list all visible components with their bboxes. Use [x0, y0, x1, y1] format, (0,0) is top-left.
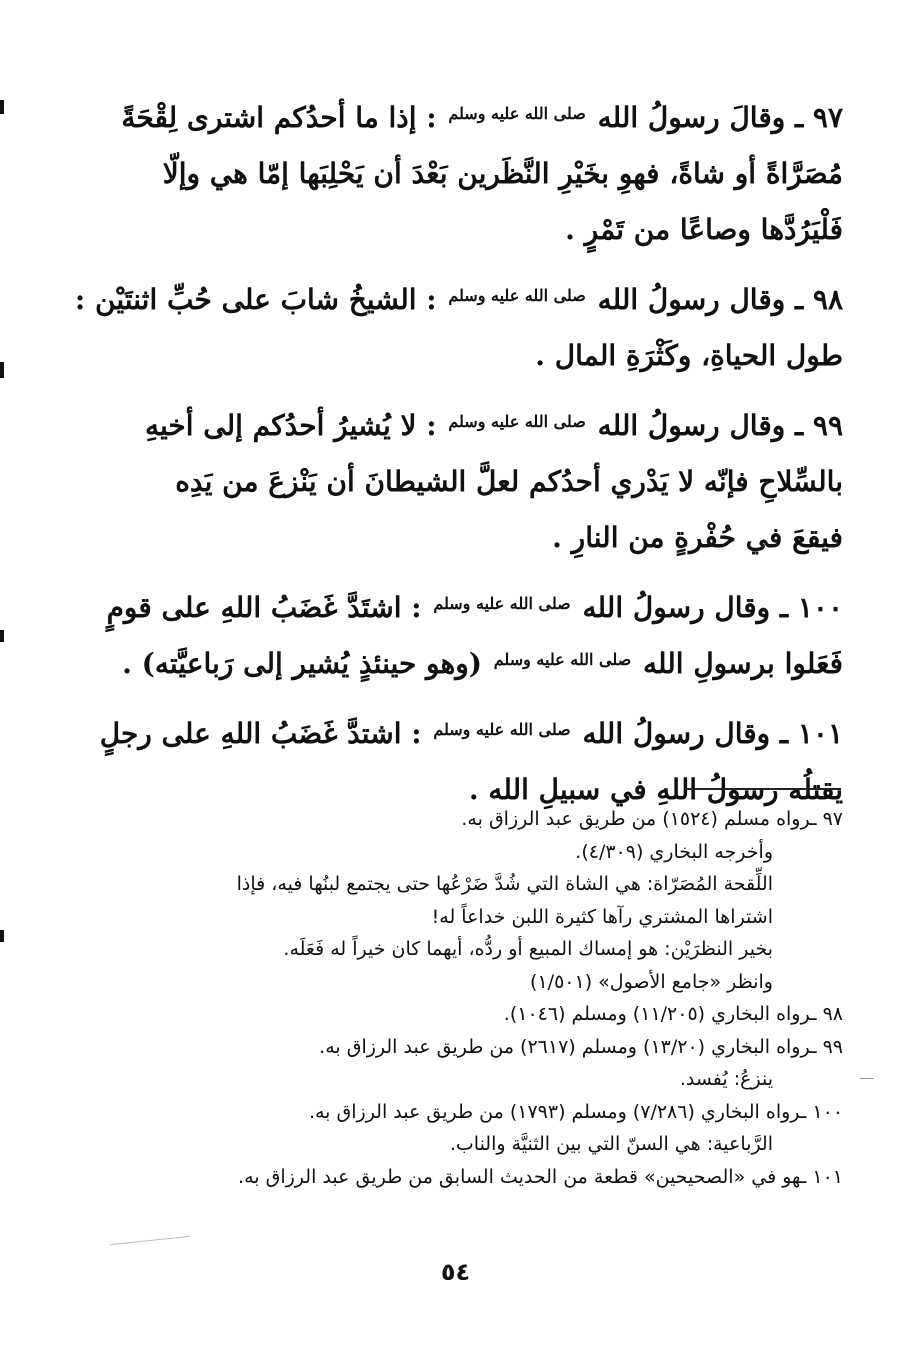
- binding-mark-1: [0, 100, 4, 114]
- hadith-text: : لا يُشيرُ أحدُكم إلى أخيهِ: [144, 409, 437, 442]
- footnote-line: ١٠٠ ـرواه البخاري (٧/٢٨٦) ومسلم (١٧٩٣) من طريق عبد الرزاق به.: [308, 1100, 843, 1123]
- hadith-text: فَعَلوا برسولِ الله: [642, 647, 843, 680]
- hadith-text: طول الحياةِ، وكَثْرَةِ المال .: [535, 339, 843, 372]
- hadith-line: [121, 90, 843, 146]
- hadith-text: يقتلُه رسولُ اللهِ في سبيلِ الله .: [468, 773, 843, 806]
- hadith-text: ٩٨ ـ وقال رسولُ الله: [597, 283, 843, 316]
- hadith-text: (وهو حينئذٍ يُشير إلى رَباعيَّته) .: [122, 647, 483, 680]
- hadith-text: ١٠٠ ـ وقال رسولُ الله: [582, 591, 843, 624]
- hadith-text: : الشيخُ شابَ على حُبِّ اثنتَيْن :: [74, 283, 437, 316]
- footnote-line: اللِّقحة المُصَرّاة: هي الشاة التي شُدَّ ضَرْعُها حتى يجتمع لبنُها فيه، فإذا: [236, 873, 773, 895]
- hadith-2: [138, 398, 843, 566]
- hadith-line: [138, 454, 843, 510]
- hadith-text: فَلْيَرُدَّها وصاعًا من تَمْرٍ .: [565, 213, 843, 246]
- margin-dash: [860, 1078, 874, 1079]
- binding-mark-2: [0, 362, 4, 378]
- footnote-line: ٩٨ ـرواه البخاري (١١/٢٠٥) ومسلم (١٠٤٦).: [503, 1003, 843, 1025]
- binding-mark-4: [0, 930, 4, 942]
- hadith-line: [74, 272, 843, 328]
- honorific-symbol: صلى الله عليه وسلم: [448, 412, 586, 431]
- footnote-line: وانظر «جامع الأصول» (١/٥٠١): [530, 970, 773, 993]
- hadith-text: : اشتَدَّ غَضَبُ اللهِ على قومٍ: [106, 591, 422, 624]
- footnote-line: بخير النظرَيْن: هو إمساك المبيع أو ردُّه، أيهما كان خيراً له فَعَلَه.: [283, 938, 773, 960]
- hadith-line: [122, 636, 843, 692]
- hadith-text: بالسِّلاحِ فإنّه لا يَدْري أحدُكم لعلَّ الشيطانَ أن يَنْزعَ من يَدِه: [175, 465, 843, 498]
- page-number: ٥٤: [440, 1258, 471, 1286]
- hadith-line: [138, 328, 843, 384]
- footnote-line: ينزعُ: يُفسد.: [679, 1068, 773, 1090]
- hadith-text: : إذا ما أحدُكم اشترى لِقْحَةً: [121, 101, 437, 134]
- hadith-text: فيقعَ في حُفْرةٍ من النارِ .: [552, 521, 843, 554]
- hadith-line: [138, 146, 843, 202]
- footnote-line: وأخرجه البخاري (٤/٣٠٩).: [575, 840, 773, 863]
- hadith-1: [74, 272, 843, 384]
- honorific-symbol: صلى الله عليه وسلم: [448, 104, 586, 123]
- honorific-symbol: صلى الله عليه وسلم: [433, 594, 571, 613]
- hadith-line: [138, 202, 843, 258]
- honorific-symbol: صلى الله عليه وسلم: [493, 650, 632, 669]
- hadith-text: ١٠١ ـ وقال رسولُ الله: [582, 717, 843, 750]
- honorific-symbol: صلى الله عليه وسلم: [448, 286, 586, 305]
- footnote-line: ٩٧ ـرواه مسلم (١٥٢٤) من طريق عبد الرزاق به.: [461, 808, 843, 830]
- hadith-text: : اشتدَّ غَضَبُ اللهِ على رجلٍ: [99, 717, 422, 750]
- footnote-line: ١٠١ ـهو في «الصحيحين» قطعة من الحديث السابق من طريق عبد الرزاق به.: [238, 1165, 843, 1188]
- hadith-line: [106, 580, 843, 636]
- honorific-symbol: صلى الله عليه وسلم: [433, 720, 571, 739]
- hadith-list: [74, 90, 843, 832]
- hadith-line: [138, 398, 843, 454]
- footnote-line: الرَّباعية: هي السنّ التي بين الثنيَّة والناب.: [449, 1133, 773, 1155]
- hadith-line: [138, 510, 843, 566]
- hadith-text: مُصَرَّاةً أو شاةً، فهوِ بخَيْرِ النَّظَرين بَعْدَ أن يَحْلِبَها إمّا هي وإلّا: [162, 157, 843, 190]
- hadith-0: [121, 90, 843, 258]
- footnote-line: ٩٩ ـرواه البخاري (١٣/٢٠) ومسلم (٢٦١٧) من طريق عبد الرزاق به.: [319, 1035, 843, 1058]
- footnote-separator: [685, 788, 841, 790]
- hadith-4: [99, 706, 843, 818]
- hadith-line: [99, 706, 843, 762]
- hadith-text: ٩٧ ـ وقالَ رسولُ الله: [597, 101, 843, 134]
- hadith-3: [106, 580, 843, 692]
- scan-artifact-line: [110, 1236, 190, 1245]
- hadith-text: ٩٩ ـ وقال رسولُ الله: [597, 409, 843, 442]
- footnotes: [150, 803, 843, 1193]
- footnote-line: اشتراها المشتري رآها كثيرة اللبن خداعاً له!: [431, 905, 773, 928]
- binding-mark-3: [0, 630, 4, 642]
